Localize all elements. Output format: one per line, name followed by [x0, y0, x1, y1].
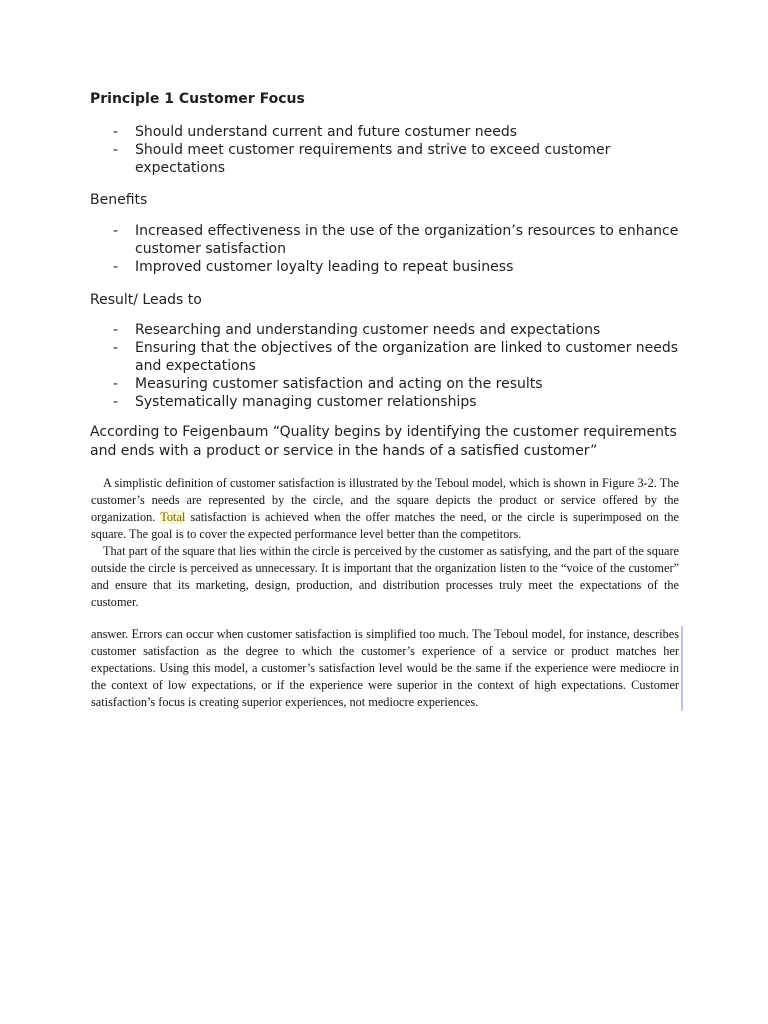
excerpt-paragraph: That part of the square that lies within the circle is perceived by the customer as satisfying, and the part of the square outside the circle is perceived as unnecessary. It is important that the organization listen to the “voice of the customer” and ensure that its marketing, design, production, and distribution processes truly meet the expectations of the customer. — [91, 544, 679, 609]
list-item: - Measuring customer satisfaction and acting on the results — [113, 376, 543, 392]
excerpt-paragraph: answer. Errors can occur when customer satisfaction is simplified too much. The Teboul model, for instance, describes customer satisfaction as the degree to which the customer’s experience of a service or product matches her expectations. Using this model, a customer’s satisfaction level would be the same if the experience were mediocre in the context of low expectations, or if the experience were superior in the context of high expectations. Customer satisfaction’s focus is creating superior experiences, not mediocre experiences. — [91, 627, 679, 709]
highlighted-word: Total — [160, 510, 186, 524]
list-item: - Researching and understanding customer needs and expectations — [113, 322, 601, 338]
list-item: - Should understand current and future costumer needs — [113, 124, 518, 140]
excerpt-paragraph: A simplistic definition of customer satisfaction is illustrated by the Teboul model, which is shown in Figure 3-2. The customer’s needs are represented by the circle, and the square depicts the product or service offered by the organization. Total satisfaction is achieved when the offer matches the need, or the circle is superimposed on the square. The goal is to cover the expected performance level better than the competitors. — [91, 476, 679, 541]
list-item: - Improved customer loyalty leading to repeat business — [113, 259, 514, 275]
principle-list — [90, 123, 680, 177]
dash-bullet: - — [113, 376, 119, 392]
dash-bullet: - — [113, 259, 119, 275]
scanned-excerpt-answer — [91, 626, 683, 711]
benefits-label: Benefits — [90, 192, 148, 208]
result-label: Result/ Leads to — [90, 292, 202, 308]
list-item: - Increased effectiveness in the use of the organization’s resources to enhance customer satisfaction — [113, 223, 679, 257]
feigenbaum-quote: According to Feigenbaum “Quality begins by identifying the customer requirements and ends with a product or service in the hands of a satisfied customer” — [90, 424, 677, 459]
dash-bullet: - — [113, 124, 119, 140]
dash-bullet: - — [113, 223, 119, 239]
scanned-excerpt-teboul — [91, 475, 679, 611]
dash-bullet: - — [113, 142, 119, 158]
dash-bullet: - — [113, 394, 119, 410]
list-item: - Systematically managing customer relationships — [113, 394, 477, 410]
dash-bullet: - — [113, 340, 119, 356]
list-item: - Should meet customer requirements and strive to exceed customer expectations — [113, 142, 611, 176]
dash-bullet: - — [113, 322, 119, 338]
benefits-list — [90, 222, 680, 276]
section-heading: Principle 1 Customer Focus — [90, 91, 305, 107]
list-item: - Ensuring that the objectives of the organization are linked to customer needs and expectations — [113, 340, 679, 374]
result-list — [90, 321, 680, 411]
